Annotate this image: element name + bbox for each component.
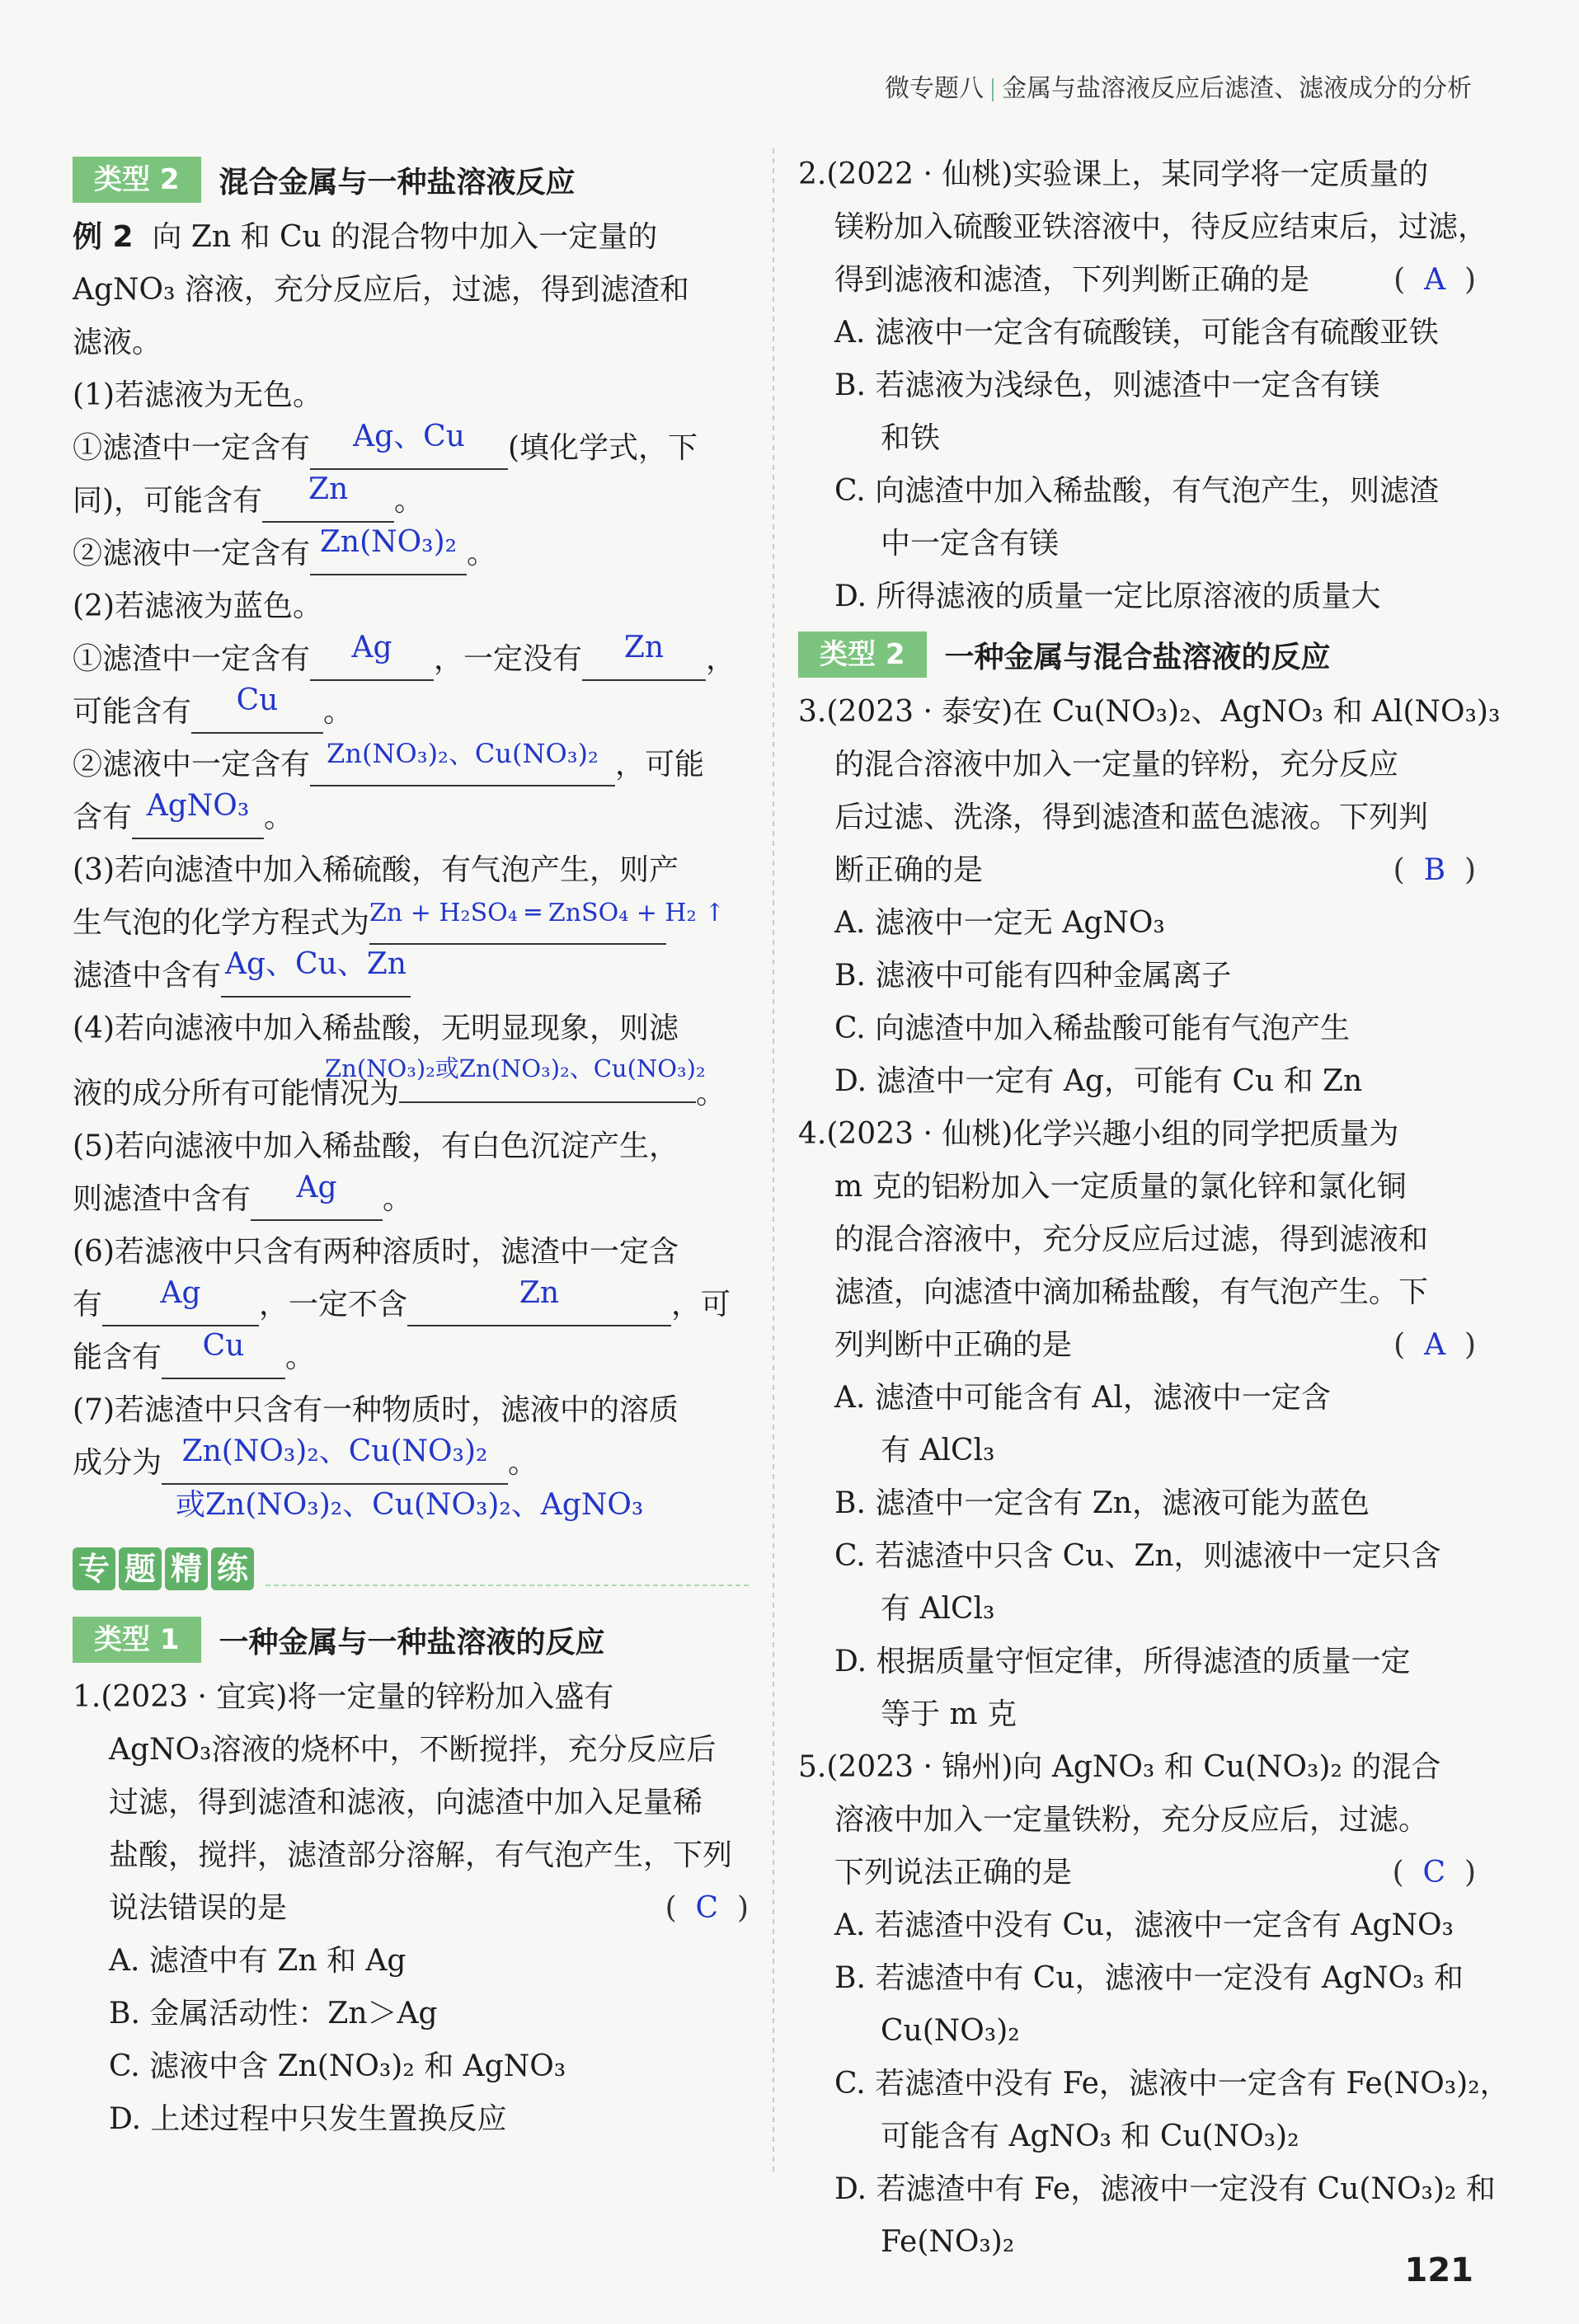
q2-option-d: D. 所得滤液的质量一定比原溶液的质量大 bbox=[834, 580, 1381, 613]
q5-option-d: D. 若滤渣中有 Fe，滤液中一定没有 Cu(NO₃)₂ 和 bbox=[834, 2172, 1496, 2206]
q4-line-5 bbox=[798, 1319, 1476, 1372]
answer-text: Ag、Cu、Zn bbox=[225, 947, 406, 981]
p3-line-2 bbox=[73, 897, 749, 950]
special-practice-banner bbox=[73, 1542, 749, 1595]
p6-line-1: (6)若滤液中只含有两种溶质时，滤渣中一定含 bbox=[73, 1235, 679, 1269]
header-separator bbox=[992, 78, 994, 101]
q5-option-c: C. 若滤渣中没有 Fe，滤液中一定含有 Fe(NO₃)₂， bbox=[834, 2067, 1510, 2101]
type-title: 混合金属与一种盐溶液反应 bbox=[219, 165, 576, 200]
text: 含有 bbox=[73, 800, 133, 834]
type-tag: 类型 2 bbox=[798, 631, 927, 678]
example-label: 例 2 bbox=[73, 220, 134, 254]
banner-char: 题 bbox=[119, 1547, 162, 1590]
answer-text: Ag bbox=[296, 1171, 337, 1204]
text: ②滤液中一定含有 bbox=[73, 748, 311, 782]
text: 。 bbox=[285, 1340, 316, 1374]
text: 同)，可能含有 bbox=[73, 484, 263, 518]
answer-text: Zn(NO₃)₂、Cu(NO₃)₂ bbox=[181, 1434, 488, 1468]
right-column bbox=[798, 148, 1510, 2269]
answer-blank bbox=[162, 1434, 508, 1485]
text: 。 bbox=[323, 695, 354, 729]
answer-text: Zn(NO₃)₂ bbox=[319, 525, 458, 559]
q4-option-a: A. 滤渣中可能含有 Al，滤液中一定含 bbox=[834, 1381, 1331, 1415]
type-tag: 类型 1 bbox=[73, 1617, 201, 1663]
text: 列判断中正确的是 bbox=[834, 1328, 1073, 1362]
answer-blank bbox=[310, 422, 508, 470]
q5-option-a: A. 若滤渣中没有 Cu，滤液中一定含有 AgNO₃ bbox=[834, 1908, 1454, 1942]
text: ②滤液中一定含有 bbox=[73, 537, 311, 570]
q3-line-3: 后过滤、洗涤，得到滤渣和蓝色滤液。下列判 bbox=[834, 800, 1429, 834]
text: ，可 bbox=[671, 1288, 731, 1322]
q5-line-1: 5.(2023 · 锦州)向 AgNO₃ 和 Cu(NO₃)₂ 的混合 bbox=[798, 1750, 1441, 1784]
answer-text: Zn(NO₃)₂或Zn(NO₃)₂、Cu(NO₃)₂ bbox=[325, 1054, 706, 1082]
text: 有 bbox=[73, 1288, 103, 1322]
p2-line-c bbox=[73, 739, 749, 791]
header-topic: 微专题八 bbox=[885, 74, 984, 103]
q4-option-c-cont: 有 AlCl₃ bbox=[881, 1592, 995, 1626]
text: ，可能 bbox=[615, 748, 705, 782]
text: 成分为 bbox=[73, 1446, 162, 1480]
p7-line-2 bbox=[73, 1434, 749, 1490]
q2-option-b: B. 若滤液为浅绿色，则滤渣中一定含有镁 bbox=[834, 369, 1380, 402]
type-tag: 类型 2 bbox=[73, 157, 201, 203]
answer-blank bbox=[132, 791, 264, 839]
banner-char: 练 bbox=[211, 1547, 254, 1590]
p2-line-b bbox=[73, 683, 749, 739]
example-line-2: AgNO₃ 溶液，充分反应后，过滤，得到滤渣和 bbox=[73, 273, 689, 307]
answer-blank bbox=[325, 1054, 706, 1103]
answer-blank bbox=[102, 1276, 259, 1326]
text: 能含有 bbox=[73, 1340, 162, 1374]
q1-option-a: A. 滤渣中有 Zn 和 Ag bbox=[109, 1944, 406, 1978]
q4-line-1: 4.(2023 · 仙桃)化学兴趣小组的同学把质量为 bbox=[798, 1117, 1399, 1151]
text: ，一定不含 bbox=[259, 1288, 408, 1322]
q3-line-2: 的混合溶液中加入一定量的锌粉，充分反应 bbox=[834, 748, 1399, 782]
answer-paren: ( C ) bbox=[665, 1891, 749, 1925]
q3-option-d: D. 滤渣中一定有 Ag，可能有 Cu 和 Zn bbox=[834, 1064, 1363, 1098]
answer-text: AgNO₃ bbox=[146, 789, 250, 823]
answer-blank bbox=[221, 947, 411, 998]
q4-line-2: m 克的铝粉加入一定质量的氯化锌和氯化铜 bbox=[834, 1170, 1407, 1204]
answer-text: Cu bbox=[202, 1329, 245, 1363]
q3-option-a: A. 滤液中一定无 AgNO₃ bbox=[834, 906, 1165, 940]
p5-line-1: (5)若向滤液中加入稀盐酸，有白色沉淀产生， bbox=[73, 1129, 679, 1163]
p1-line-a bbox=[73, 422, 749, 475]
answer-blank bbox=[310, 739, 615, 786]
q2-line-1: 2.(2022 · 仙桃)实验课上，某同学将一定质量的 bbox=[798, 157, 1429, 191]
q1-line-3: 过滤，得到滤渣和滤液，向滤渣中加入足量稀 bbox=[109, 1786, 703, 1819]
p6-line-2 bbox=[73, 1276, 749, 1331]
q1-line-1: 1.(2023 · 宜宾)将一定量的锌粉加入盛有 bbox=[73, 1680, 614, 1714]
q5-option-d-cont: Fe(NO₃)₂ bbox=[881, 2225, 1015, 2259]
q5-line-3 bbox=[798, 1847, 1476, 1899]
text: 断正确的是 bbox=[834, 853, 984, 887]
p5-line-2 bbox=[73, 1173, 749, 1226]
p1-head: (1)若滤液为无色。 bbox=[73, 378, 322, 412]
answer-text: A bbox=[1424, 263, 1446, 297]
example-line-1 bbox=[73, 211, 749, 264]
text: ①滤渣中一定含有 bbox=[73, 431, 311, 465]
answer-blank bbox=[582, 633, 706, 681]
text: 。 bbox=[383, 1182, 413, 1216]
q3-line-4 bbox=[798, 844, 1476, 897]
text: (填化学式，下 bbox=[508, 431, 698, 465]
column-divider bbox=[773, 148, 774, 2176]
page-number: 121 bbox=[1404, 2251, 1473, 2289]
answer-paren: ( B ) bbox=[1393, 853, 1476, 887]
answer-blank bbox=[310, 525, 467, 575]
q1-option-d: D. 上述过程中只发生置换反应 bbox=[109, 2102, 507, 2136]
answer-blank bbox=[262, 472, 394, 523]
q5-option-b-cont: Cu(NO₃)₂ bbox=[881, 2014, 1020, 2048]
q1-line-5 bbox=[73, 1882, 749, 1935]
example-line-3: 滤液。 bbox=[73, 326, 162, 359]
answer-paren: ( A ) bbox=[1393, 1328, 1476, 1362]
text: 得到滤液和滤渣，下列判断正确的是 bbox=[834, 263, 1310, 297]
answer-text: C bbox=[1422, 1856, 1446, 1890]
answer-blank bbox=[251, 1173, 383, 1221]
q4-option-b: B. 滤渣中一定含有 Zn，滤液可能为蓝色 bbox=[834, 1486, 1370, 1520]
text: 。 bbox=[696, 1077, 726, 1110]
text: 。 bbox=[394, 484, 425, 518]
type1-heading bbox=[73, 1613, 749, 1666]
text: 液的成分所有可能情况为 bbox=[73, 1077, 400, 1110]
p2-line-a bbox=[73, 633, 749, 686]
answer-blank bbox=[191, 683, 323, 734]
answer-text: C bbox=[695, 1891, 719, 1925]
q4-line-3: 的混合溶液中，充分反应后过滤，得到滤液和 bbox=[834, 1223, 1429, 1256]
text: 则滤渣中含有 bbox=[73, 1182, 251, 1216]
type2-right-heading bbox=[798, 628, 1476, 681]
q2-option-b-cont: 和铁 bbox=[881, 421, 941, 455]
q4-option-d-cont: 等于 m 克 bbox=[881, 1697, 1017, 1731]
text: 滤渣中含有 bbox=[73, 959, 222, 993]
answer-text: Zn bbox=[519, 1276, 560, 1310]
p7-line-1: (7)若滤渣中只含有一种物质时，滤液中的溶质 bbox=[73, 1393, 679, 1427]
q3-option-b: B. 滤液中可能有四种金属离子 bbox=[834, 959, 1232, 993]
q2-line-3 bbox=[798, 254, 1476, 307]
answer-paren: ( A ) bbox=[1393, 263, 1476, 297]
q3-option-c: C. 向滤渣中加入稀盐酸可能有气泡产生 bbox=[834, 1012, 1351, 1045]
p1-line-b bbox=[73, 472, 749, 528]
type-title: 一种金属与混合盐溶液的反应 bbox=[944, 640, 1331, 674]
q2-line-2: 镁粉加入硫酸亚铁溶液中，待反应结束后，过滤， bbox=[834, 210, 1488, 244]
p6-line-3 bbox=[73, 1331, 749, 1384]
answer-text: Zn + H₂SO₄ ═ ZnSO₄ + H₂ ↑ bbox=[369, 899, 726, 927]
q3-line-1: 3.(2023 · 泰安)在 Cu(NO₃)₂、AgNO₃ 和 Al(NO₃)₃ bbox=[798, 695, 1501, 729]
p4-line-1: (4)若向滤液中加入稀盐酸，无明显现象，则滤 bbox=[73, 1012, 679, 1045]
q1-option-b: B. 金属活动性：Zn＞Ag bbox=[109, 1997, 438, 2031]
answer-blank bbox=[407, 1276, 671, 1326]
answer-text: Ag bbox=[351, 631, 392, 664]
banner-char: 精 bbox=[165, 1547, 208, 1590]
type-title: 一种金属与一种盐溶液的反应 bbox=[219, 1625, 605, 1660]
q4-line-4: 滤渣，向滤渣中滴加稀盐酸，有气泡产生。下 bbox=[834, 1275, 1429, 1309]
q4-option-d: D. 根据质量守恒定律，所得滤渣的质量一定 bbox=[834, 1645, 1411, 1678]
text: 说法错误的是 bbox=[109, 1891, 288, 1925]
text: 。 bbox=[467, 537, 497, 570]
q5-line-2: 溶液中加入一定量铁粉，充分反应后，过滤。 bbox=[834, 1803, 1429, 1837]
q1-option-c: C. 滤液中含 Zn(NO₃)₂ 和 AgNO₃ bbox=[109, 2049, 566, 2083]
answer-text: Ag bbox=[160, 1276, 201, 1310]
left-column bbox=[73, 148, 749, 2146]
answer-text: B bbox=[1423, 853, 1446, 887]
banner-char: 专 bbox=[73, 1547, 115, 1590]
p2-line-d bbox=[73, 791, 749, 844]
text: 可能含有 bbox=[73, 695, 192, 729]
example-text: 向 Zn 和 Cu 的混合物中加入一定量的 bbox=[152, 220, 658, 254]
q1-line-4: 盐酸，搅拌，滤渣部分溶解，有气泡产生，下列 bbox=[109, 1838, 733, 1872]
answer-text: Cu bbox=[236, 683, 279, 717]
answer-text: Zn bbox=[308, 472, 349, 506]
q2-option-c: C. 向滤渣中加入稀盐酸，有气泡产生，则滤渣 bbox=[834, 474, 1440, 508]
banner-rule bbox=[266, 1585, 749, 1586]
answer-text: Zn(NO₃)₂、Cu(NO₃)₂ bbox=[327, 738, 599, 769]
text: 下列说法正确的是 bbox=[834, 1856, 1073, 1890]
text: 。 bbox=[264, 800, 294, 834]
text: 生气泡的化学方程式为 bbox=[73, 906, 370, 940]
p2-head: (2)若滤液为蓝色。 bbox=[73, 589, 322, 623]
p7-line-3 bbox=[73, 1490, 749, 1531]
answer-blank bbox=[369, 897, 726, 945]
q2-option-a: A. 滤液中一定含有硫酸镁，可能含有硫酸亚铁 bbox=[834, 316, 1439, 350]
q4-option-a-cont: 有 AlCl₃ bbox=[881, 1434, 995, 1467]
answer-paren: ( C ) bbox=[1392, 1856, 1476, 1890]
q5-option-b: B. 若滤渣中有 Cu，滤液中一定没有 AgNO₃ 和 bbox=[834, 1961, 1464, 1995]
q4-option-c: C. 若滤渣中只含 Cu、Zn，则滤液中一定只含 bbox=[834, 1539, 1441, 1573]
answer-text: 或Zn(NO₃)₂、Cu(NO₃)₂、AgNO₃ bbox=[176, 1488, 644, 1522]
text: 。 bbox=[508, 1446, 538, 1480]
text: ，一定没有 bbox=[434, 642, 583, 676]
text: ， bbox=[706, 642, 736, 676]
p4-line-2 bbox=[73, 1055, 749, 1120]
p3-line-1: (3)若向滤渣中加入稀硫酸，有气泡产生，则产 bbox=[73, 853, 679, 887]
running-header bbox=[885, 68, 1472, 104]
type2-heading bbox=[73, 153, 749, 206]
header-subtitle: 金属与盐溶液反应后滤渣、滤液成分的分析 bbox=[1002, 74, 1472, 103]
p3-line-3 bbox=[73, 947, 749, 1002]
q2-option-c-cont: 中一定含有镁 bbox=[881, 527, 1060, 561]
q5-option-c-cont: 可能含有 AgNO₃ 和 Cu(NO₃)₂ bbox=[881, 2120, 1299, 2153]
answer-text: A bbox=[1424, 1328, 1446, 1362]
answer-text: Ag、Cu bbox=[353, 420, 465, 453]
answer-blank bbox=[162, 1331, 285, 1379]
answer-text: Zn bbox=[623, 631, 665, 664]
q1-line-2: AgNO₃溶液的烧杯中，不断搅拌，充分反应后 bbox=[109, 1733, 717, 1767]
answer-blank bbox=[310, 633, 434, 681]
p1-line-c bbox=[73, 525, 749, 580]
text: ①滤渣中一定含有 bbox=[73, 642, 311, 676]
